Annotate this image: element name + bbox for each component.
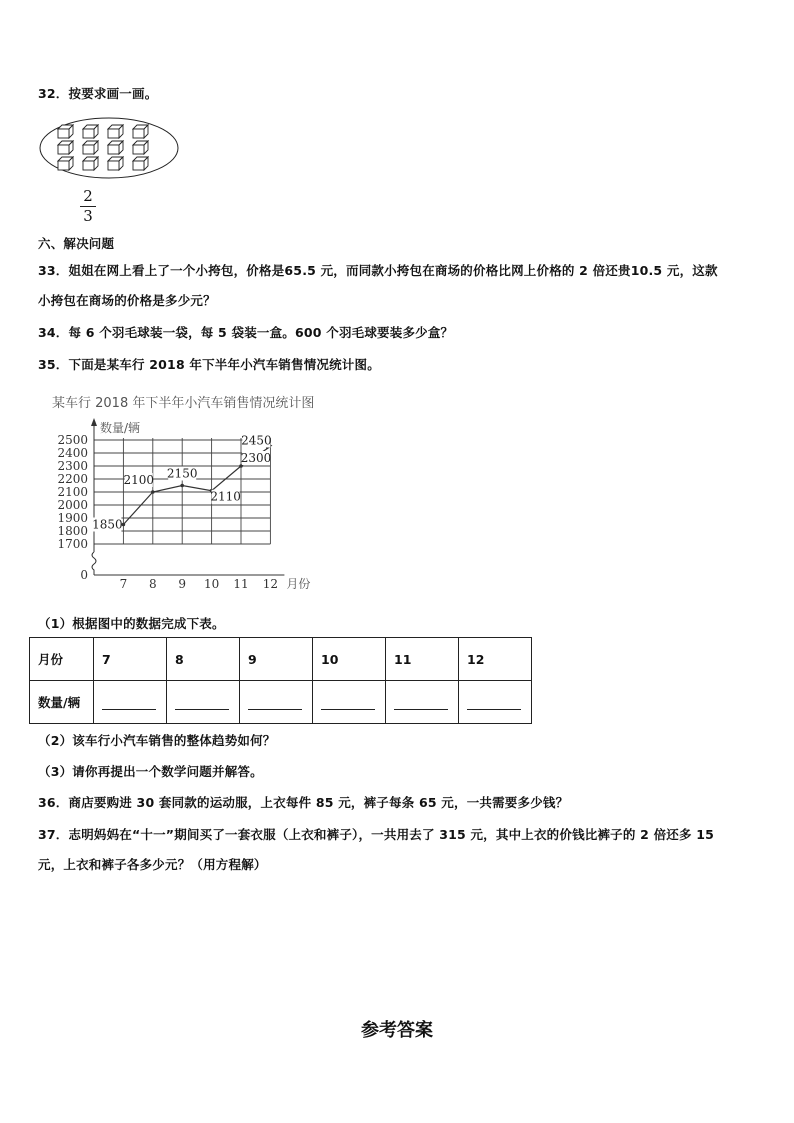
y-tick-label: 1700: [57, 537, 88, 551]
x-tick-label: 7: [119, 577, 128, 591]
question-33-line2: 小挎包在商场的价格是多少元？: [38, 293, 216, 308]
data-label: 1850: [92, 517, 123, 532]
answer-heading: 参考答案: [361, 1020, 433, 1041]
table-month: 8: [167, 638, 240, 681]
table-blank-cell[interactable]: [459, 681, 532, 724]
answer-blank[interactable]: [102, 697, 156, 710]
table-row-label: 数量/辆: [30, 681, 94, 724]
question-36: 36．商店要购进 30 套同款的运动服，上衣每件 85 元，裤子每条 65 元，一共需要多少钱？: [38, 795, 569, 810]
y-tick-label: 2200: [57, 472, 88, 486]
y-tick-label: 2400: [57, 446, 88, 460]
data-label: 2100: [123, 473, 155, 487]
table-blank-cell[interactable]: [94, 681, 167, 724]
cubes-illustration: [38, 116, 180, 180]
cube-icon: [133, 141, 148, 154]
table-month: 9: [240, 638, 313, 681]
cube-icon: [58, 141, 73, 154]
answer-blank[interactable]: [394, 697, 448, 710]
table-month: 10: [313, 638, 386, 681]
data-label: 2150: [166, 466, 198, 481]
x-tick-label: 12: [262, 577, 279, 591]
fraction-numerator: 2: [83, 187, 93, 205]
answer-blank[interactable]: [248, 697, 302, 710]
y-tick-label: 2100: [57, 485, 88, 499]
data-table: [29, 637, 532, 724]
data-point: [151, 490, 155, 494]
line-chart: [40, 410, 330, 592]
question-37-line2: 元，上衣和裤子各多少元？（用方程解）: [38, 857, 267, 872]
y-tick-label: 1800: [57, 524, 88, 538]
cube-icon: [58, 125, 73, 138]
question-37-line1: 37．志明妈妈在“十一”期间买了一套衣服（上衣和裤子），一共用去了 315 元，其中上衣的价钱比裤子的 2 倍还多 15: [38, 827, 715, 842]
question-35-2: （2）该车行小汽车销售的整体趋势如何？: [38, 733, 276, 748]
x-tick-label: 11: [233, 577, 249, 591]
question-33-line1: 33．姐姐在网上看上了一个小挎包，价格是65.5 元，而同款小挎包在商场的价格比网上价格的 2 倍还贵10.5 元，这款: [38, 263, 718, 278]
chart-title: 某车行 2018 年下半年小汽车销售情况统计图: [52, 396, 315, 411]
x-tick-label: 9: [178, 577, 187, 591]
answer-blank[interactable]: [175, 697, 229, 710]
data-label: 2300: [240, 451, 272, 465]
section-title: 六、解决问题: [38, 236, 115, 251]
table-header-label: 月份: [30, 638, 94, 681]
y-tick-label: 2300: [57, 459, 88, 473]
x-tick-label: 10: [203, 577, 220, 591]
fraction-denominator: 3: [83, 207, 93, 225]
table-month: 7: [94, 638, 167, 681]
y-tick-label: 2000: [57, 498, 88, 512]
answer-blank[interactable]: [467, 697, 521, 710]
table-blank-cell[interactable]: [313, 681, 386, 724]
cube-icon: [83, 125, 98, 138]
question-35-1: （1）根据图中的数据完成下表。: [38, 616, 225, 631]
x-axis-label: 月份: [286, 577, 311, 591]
table-month: 11: [386, 638, 459, 681]
data-label: 2110: [210, 489, 241, 504]
fraction-two-thirds: [80, 188, 96, 225]
table-value-row: [30, 681, 532, 724]
table-blank-cell[interactable]: [240, 681, 313, 724]
table-blank-cell[interactable]: [167, 681, 240, 724]
data-label: 2450: [241, 433, 272, 448]
table-blank-cell[interactable]: [386, 681, 459, 724]
cube-icon: [108, 157, 123, 170]
question-35-3: （3）请你再提出一个数学问题并解答。: [38, 764, 263, 779]
y-tick-label: 1900: [57, 511, 88, 525]
y-axis-label: 数量/辆: [100, 421, 141, 435]
x-tick-label: 8: [148, 577, 157, 591]
cube-icon: [133, 157, 148, 170]
cube-icon: [108, 125, 123, 138]
question-35: 35．下面是某车行 2018 年下半年小汽车销售情况统计图。: [38, 357, 380, 372]
cubes-oval: [38, 116, 180, 180]
cube-icon: [133, 125, 148, 138]
cube-icon: [83, 141, 98, 154]
cube-icon: [58, 157, 73, 170]
answer-blank[interactable]: [321, 697, 375, 710]
table-header-row: [30, 638, 532, 681]
y-tick-label: 2500: [57, 433, 88, 447]
question-32: 32．按要求画一画。: [38, 86, 158, 101]
cube-icon: [83, 157, 98, 170]
y-zero-label: 0: [80, 568, 88, 582]
question-34: 34．每 6 个羽毛球装一袋，每 5 袋装一盒。600 个羽毛球要装多少盒？: [38, 325, 454, 340]
data-point: [180, 484, 184, 488]
cube-icon: [108, 141, 123, 154]
y-axis-arrow: [91, 418, 97, 426]
table-month: 12: [459, 638, 532, 681]
axis-break: [92, 552, 96, 575]
